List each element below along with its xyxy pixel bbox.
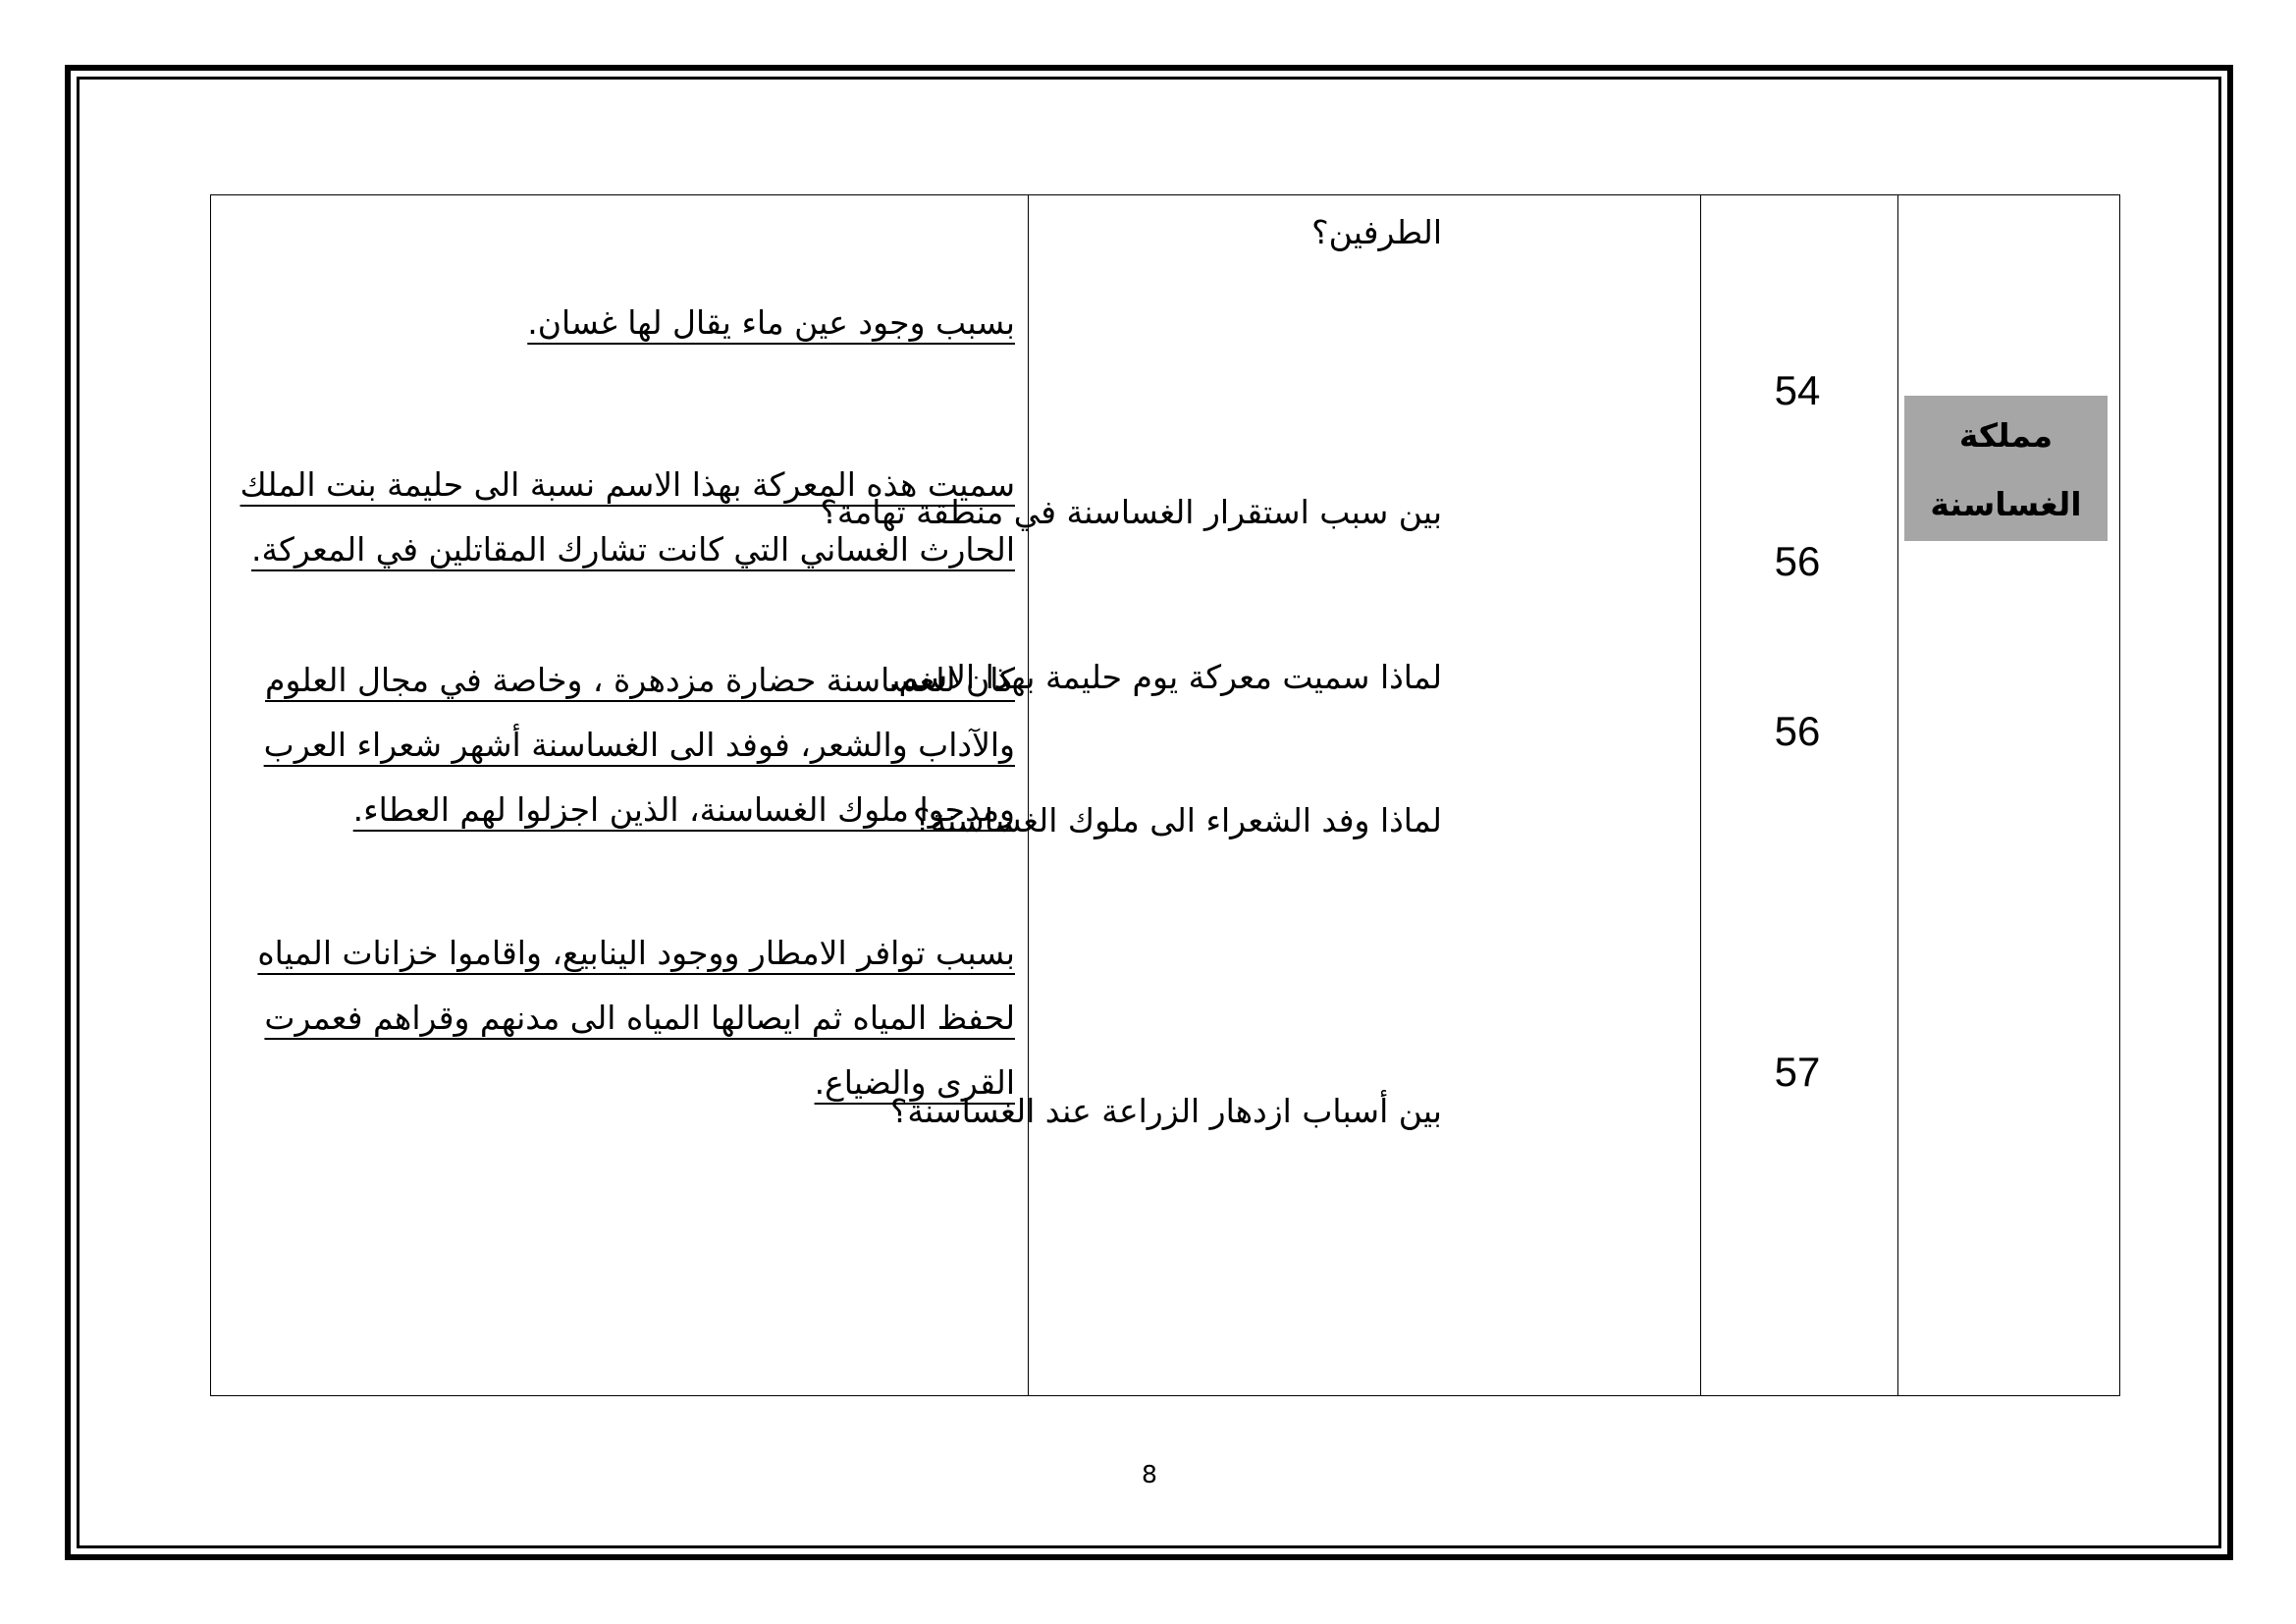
question-text: الطرفين؟: [1311, 213, 1442, 251]
column-divider: [1897, 195, 1898, 1395]
answer-line: بسبب وجود عين ماء يقال لها غسان.: [527, 303, 1015, 342]
answer-text: [210, 648, 1015, 842]
page-reference-number: 54: [1774, 367, 1821, 413]
page-number: 8: [1142, 1460, 1157, 1489]
question-text: لماذا سميت معركة يوم حليمة بهذا الاسم.: [888, 658, 1442, 696]
section-title-cell: مملكة الغساسنة: [1904, 396, 2108, 541]
question-text: بين سبب استقرار الغساسنة في منطقة تهامة؟: [820, 493, 1442, 531]
answer-text: [210, 453, 1015, 582]
answer-line: سميت هذه المعركة بهذا الاسم نسبة الى حليمة بنت الملك الحارث الغساني التي كانت تشارك المقاتلين في المعركة.: [240, 465, 1015, 568]
question-text: بين أسباب ازدهار الزراعة عند الغساسنة؟: [889, 1092, 1442, 1130]
answer-text: [210, 921, 1015, 1115]
answer-line: بسبب توافر الامطار ووجود الينابيع، واقاموا خزانات المياه لحفظ المياه ثم ايصالها المياه الى مدنهم وقراهم فعمرت القرى والضياع.: [257, 934, 1015, 1102]
question-text: لماذا وفد الشعراء الى ملوك الغساسنة؟: [912, 801, 1442, 839]
page-reference-number: 56: [1774, 708, 1821, 754]
column-divider: [1028, 195, 1029, 1395]
page-reference-number: 57: [1774, 1049, 1821, 1095]
answer-line: كان للغساسنة حضارة مزدهرة ، وخاصة في مجال العلوم والآداب والشعر، فوفد الى الغساسنة أشهر شعراء العرب ومدحوا ملوك الغساسنة، الذين اجزلوا لهم العطاء.: [263, 661, 1015, 829]
answer-text: [210, 291, 1015, 355]
page-reference-number: 56: [1774, 538, 1821, 584]
